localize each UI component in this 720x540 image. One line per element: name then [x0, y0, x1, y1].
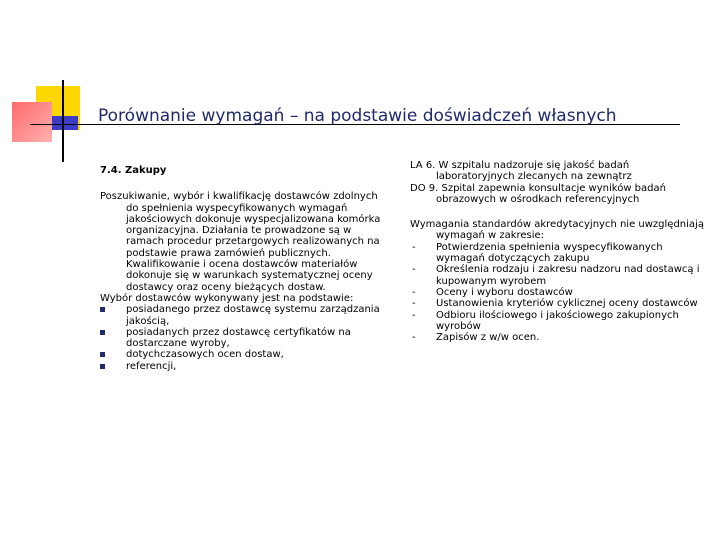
list-item: posiadanych przez dostawcę certyfikatów na dostarczane wyroby, — [100, 327, 392, 350]
dash-marker: - — [412, 241, 416, 253]
list-item: posiadanego przez dostawcę systemu zarządzania jakością, — [100, 304, 392, 327]
selection-intro: Wybór dostawców wykonywany jest na podstawie: — [100, 292, 354, 304]
dash-marker: - — [412, 286, 416, 298]
slide-title: Porównanie wymagań – na podstawie doświadczeń własnych — [98, 106, 617, 126]
dash-marker: - — [412, 264, 416, 276]
bullet-square-icon — [100, 364, 105, 369]
list-item: - Zapisów z w/w ocen. — [412, 332, 540, 344]
bullet-square-icon — [100, 307, 105, 312]
dash-marker: - — [412, 332, 416, 344]
list-item: - Odbioru ilościowego i jakościowego zakupionych wyrobów — [412, 309, 679, 332]
bullet-square-icon — [100, 352, 105, 357]
decor-blue-square — [52, 116, 78, 130]
requirements-intro: Wymagania standardów akredytacyjnych nie uwzględniają wymagań w zakresie: — [410, 219, 704, 242]
section-heading: 7.4. Zakupy — [100, 165, 167, 176]
left-column — [100, 165, 392, 372]
bullet-square-icon — [100, 330, 105, 335]
dash-marker: - — [412, 298, 416, 310]
list-item: - Oceny i wyboru dostawców — [412, 286, 573, 298]
standard-la6: LA 6. W szpitalu nadzoruje się jakość badań laboratoryjnych zlecanych na zewnątrz — [410, 160, 632, 183]
dash-marker: - — [412, 309, 416, 321]
decor-red-square — [12, 102, 52, 142]
list-item: dotychczasowych ocen dostaw, — [100, 349, 392, 360]
decor-vertical-line — [62, 80, 64, 162]
missing-requirements-list — [410, 242, 710, 344]
list-item: - Ustanowienia kryteriów cyklicznej oceny dostawców — [412, 298, 698, 310]
list-item: - Określenia rodzaju i zakresu nadzoru nad dostawcą i kupowanym wyrobem — [412, 264, 700, 287]
standard-do9: DO 9. Szpital zapewnia konsultacje wyników badań obrazowych w ośrodkach referencyjnych — [410, 182, 666, 205]
selection-criteria-list — [100, 304, 392, 372]
right-column — [410, 160, 710, 343]
list-item: - Potwierdzenia spełnienia wyspecyfikowanych wymagań dotyczących zakupu — [412, 241, 663, 265]
procurement-paragraph: Poszukiwanie, wybór i kwalifikację dostawców zdolnych do spełnienia wyspecyfikowanych wymagań jakościowych dokonuje wyspecjalizowana komórka organizacyjna. Działania te prowadzone są w ramach procedur przetargowych realizowanych na podstawie prawa zamówień publicznych. Kwalifikowanie i ocena dostawców materiałów dokonuje się w warunkach systematycznej oceny dostawcy oraz oceny bieżących dostaw. — [100, 191, 381, 293]
list-item: referencji, — [100, 361, 392, 372]
